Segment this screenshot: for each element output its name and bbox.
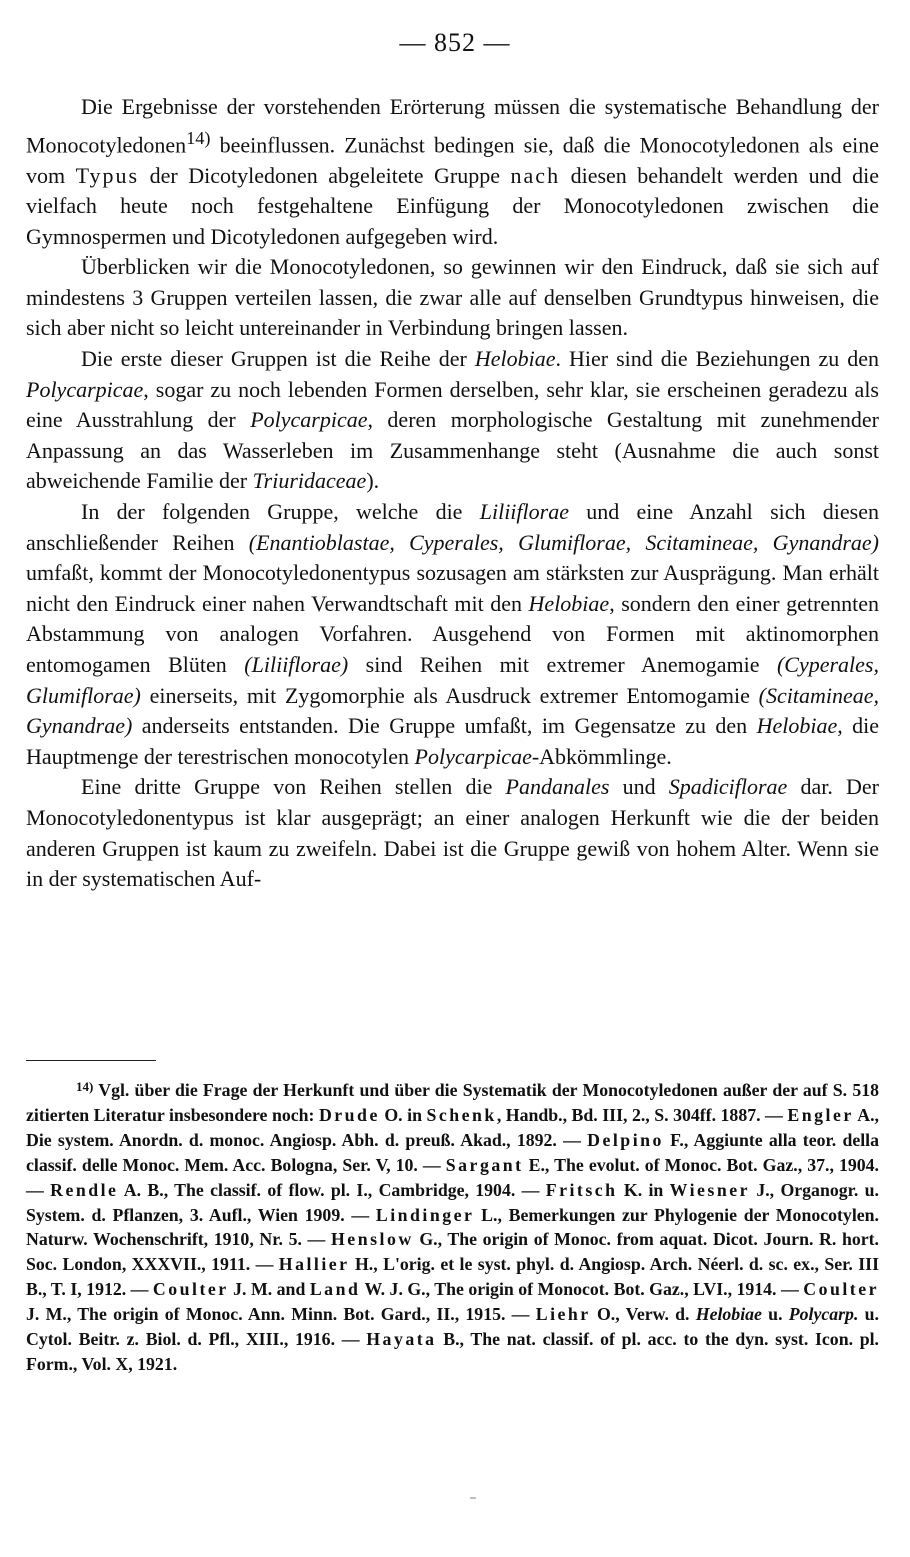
- text-run: , sondern den einer getrennten Abstammung von analogen Vorfahren. Ausgehend von Formen mit aktinomorphen entomogamen Blüten: [26, 590, 879, 678]
- text-run: einerseits, mit Zygomorphie als Ausdruck extremer Entomogamie: [140, 682, 759, 708]
- text-run: , die Hauptmenge der terestrischen monocotylen: [26, 713, 879, 769]
- author-name: Liehr: [535, 1304, 591, 1325]
- text-run: W. J. G., The origin of Monocot. Bot. Gaz., LVI., 1914. —: [360, 1279, 804, 1300]
- author-name: Drude: [318, 1104, 380, 1125]
- text-run: u.: [761, 1304, 789, 1325]
- italic-term: Polycarpicae: [26, 376, 144, 402]
- author-name: Schenk: [426, 1104, 497, 1125]
- text-run: , sogar zu noch lebenden Formen derselben, sehr klar, sie erscheinen geradezu als eine Ausstrahlung der: [26, 376, 879, 433]
- paragraph: [26, 772, 879, 894]
- text-run: dar. Der Monocotyledonentypus ist klar ausgeprägt; an einer analogen Herkunft wie die der beiden anderen Gruppen ist kaum zu zweifeln. Dabei ist die Gruppe gewiß von hohem Alter. Wenn sie in der systematischen Auf-: [26, 774, 880, 892]
- author-name: Coulter: [803, 1279, 880, 1300]
- italic-term: Pandanales: [505, 774, 610, 800]
- author-name: Rendle: [50, 1179, 119, 1200]
- text-run: G., The origin of Monoc. from aquat. Dicot. Journ. R. hort. Soc. London, XXXVII., 1911. —: [26, 1229, 879, 1275]
- text-run: Die Ergebnisse der vorstehenden Erörterung müssen die systematische Behandlung der Monocotyledonen: [26, 94, 879, 157]
- italic-term: (Liliiflorae): [244, 652, 349, 678]
- paragraph: [26, 344, 879, 497]
- author-name: nach: [510, 162, 561, 188]
- paragraph: [26, 92, 879, 252]
- author-name: Typus: [75, 162, 140, 188]
- text-run: beeinflussen. Zunächst bedingen sie, daß die Monocotyledonen als eine vom: [26, 131, 879, 188]
- text-run: E., The evolut. of Monoc. Bot. Gaz., 37., 1904. —: [26, 1154, 879, 1200]
- italic-term: Polycarp.: [788, 1304, 859, 1325]
- italic-term: Polycarpicae: [250, 407, 368, 433]
- text-run: H., L'orig. et le syst. phyl. d. Angiosp. Arch. Néerl. d. sc. ex., Ser. III B., T. I, 1912. —: [26, 1254, 880, 1300]
- italic-term: Spadiciflorae: [668, 774, 788, 800]
- author-name: Fritsch: [545, 1179, 618, 1200]
- body-text: [26, 92, 879, 895]
- page-number: — 852 —: [399, 28, 511, 57]
- text-run: sind Reihen mit extremer Anemogamie: [348, 652, 777, 678]
- footnote-separator: [26, 1060, 156, 1061]
- footnote-marker: 14): [76, 1079, 94, 1094]
- text-run: O., Verw. d.: [590, 1304, 696, 1325]
- italic-term: (Scitamineae, Gynandrae): [26, 682, 879, 739]
- italic-term: Polycarpicae: [414, 743, 532, 769]
- italic-term: (Cyperales, Glumiflorae): [26, 652, 879, 708]
- author-name: Lindinger: [375, 1204, 475, 1225]
- text-run: Eine dritte Gruppe von Reihen stellen die: [81, 774, 506, 800]
- author-name: Henslow: [330, 1229, 414, 1250]
- text-run: , deren morphologische Gestaltung mit zunehmender Anpassung an das Wasserleben im Zusammenhange steht (Ausnahme die auch sonst abweichende Familie der: [26, 407, 879, 494]
- text-run: K. in: [617, 1179, 670, 1200]
- italic-term: Liliiflorae: [479, 499, 569, 525]
- text-run: anderseits entstanden. Die Gruppe umfaßt, im Gegensatze zu den: [132, 713, 757, 739]
- text-run: , Handb., Bd. III, 2., S. 304ff. 1887. —: [496, 1104, 788, 1125]
- footnote: [26, 1075, 879, 1377]
- paragraph: [26, 497, 879, 772]
- text-run: L., Bemerkungen zur Phylogenie der Monocotylen. Naturw. Wochenschrift, 1910, Nr. 5. —: [26, 1204, 879, 1250]
- author-name: Land: [309, 1279, 361, 1300]
- text-run: -Abkömmlinge.: [531, 743, 672, 769]
- text-run: O. in: [379, 1104, 427, 1125]
- print-smudge: [470, 1497, 476, 1499]
- author-name: Delpino: [587, 1129, 664, 1150]
- author-name: Coulter: [152, 1279, 229, 1300]
- italic-term: Helobiae: [695, 1304, 762, 1325]
- author-name: Sargant: [445, 1154, 524, 1175]
- italic-term: Helobiae: [474, 346, 556, 372]
- text-run: umfaßt, kommt der Monocotyledonentypus sozusagen am stärksten zur Ausprägung. Man erhält nicht den Eindruck einer nahen Verwandtschaft mit den: [26, 560, 879, 616]
- italic-term: (Enantioblastae, Cyperales, Glumiflorae, Scitamineae, Gynandrae): [248, 529, 879, 555]
- text-run: u. Cytol. Beitr. z. Biol. d. Pfl., XIII., 1916. —: [26, 1304, 879, 1350]
- text-run: B., The nat. classif. of pl. acc. to the dyn. syst. Icon. pl. Form., Vol. X, 1921.: [26, 1329, 879, 1374]
- footnote-reference: 14): [186, 127, 211, 148]
- text-run: J. M. and: [228, 1279, 310, 1300]
- text-run: und: [609, 774, 669, 800]
- text-run: J. M., The origin of Monoc. Ann. Minn. Bot. Gard., II., 1915. —: [26, 1304, 536, 1325]
- italic-term: Helobiae: [756, 713, 838, 739]
- text-run: J., Organogr. u. System. d. Pflanzen, 3. Aufl., Wien 1909. —: [26, 1179, 879, 1225]
- text-run: F., Aggiunte alla teor. della classif. delle Monoc. Mem. Acc. Bologna, Ser. V, 10. —: [26, 1129, 880, 1175]
- author-name: Hallier: [278, 1254, 350, 1275]
- text-run: A., Die system. Anordn. d. monoc. Angiosp. Abh. d. preuß. Akad., 1892. —: [26, 1104, 879, 1150]
- author-name: Engler: [787, 1104, 854, 1125]
- text-run: diesen behandelt werden und die vielfach heute noch festgehaltene Einfügung der Monocotyledonen zwischen die Gymnospermen und Dicotyledonen aufgegeben wird.: [26, 162, 879, 249]
- text-run: In der folgenden Gruppe, welche die: [81, 499, 480, 525]
- paragraph: [26, 252, 879, 344]
- text-run: Überblicken wir die Monocotyledonen, so gewinnen wir den Eindruck, daß sie sich auf mindestens 3 Gruppen verteilen lassen, die zwar alle auf denselben Grundtypus hinweisen, die sich aber nicht so leicht untereinander in Verbindung bringen lassen.: [26, 254, 879, 341]
- text-run: und eine Anzahl sich diesen anschließender Reihen: [26, 499, 879, 555]
- author-name: Wiesner: [669, 1179, 751, 1200]
- text-run: A. B., The classif. of flow. pl. I., Cambridge, 1904. —: [118, 1179, 546, 1200]
- italic-term: Helobiae: [528, 590, 610, 616]
- italic-term: Triuridaceae: [252, 468, 367, 494]
- author-name: Hayata: [366, 1329, 437, 1350]
- text-run: Die erste dieser Gruppen ist die Reihe der: [81, 346, 475, 372]
- text-run: . Hier sind die Beziehungen zu den: [555, 346, 880, 372]
- text-run: ).: [366, 468, 380, 494]
- text-run: Vgl. über die Frage der Herkunft und über die Systematik der Monocotyledonen außer der auf S. 518 zitierten Literatur insbesondere noch:: [26, 1080, 879, 1125]
- text-run: der Dicotyledonen abgeleitete Gruppe: [139, 162, 511, 188]
